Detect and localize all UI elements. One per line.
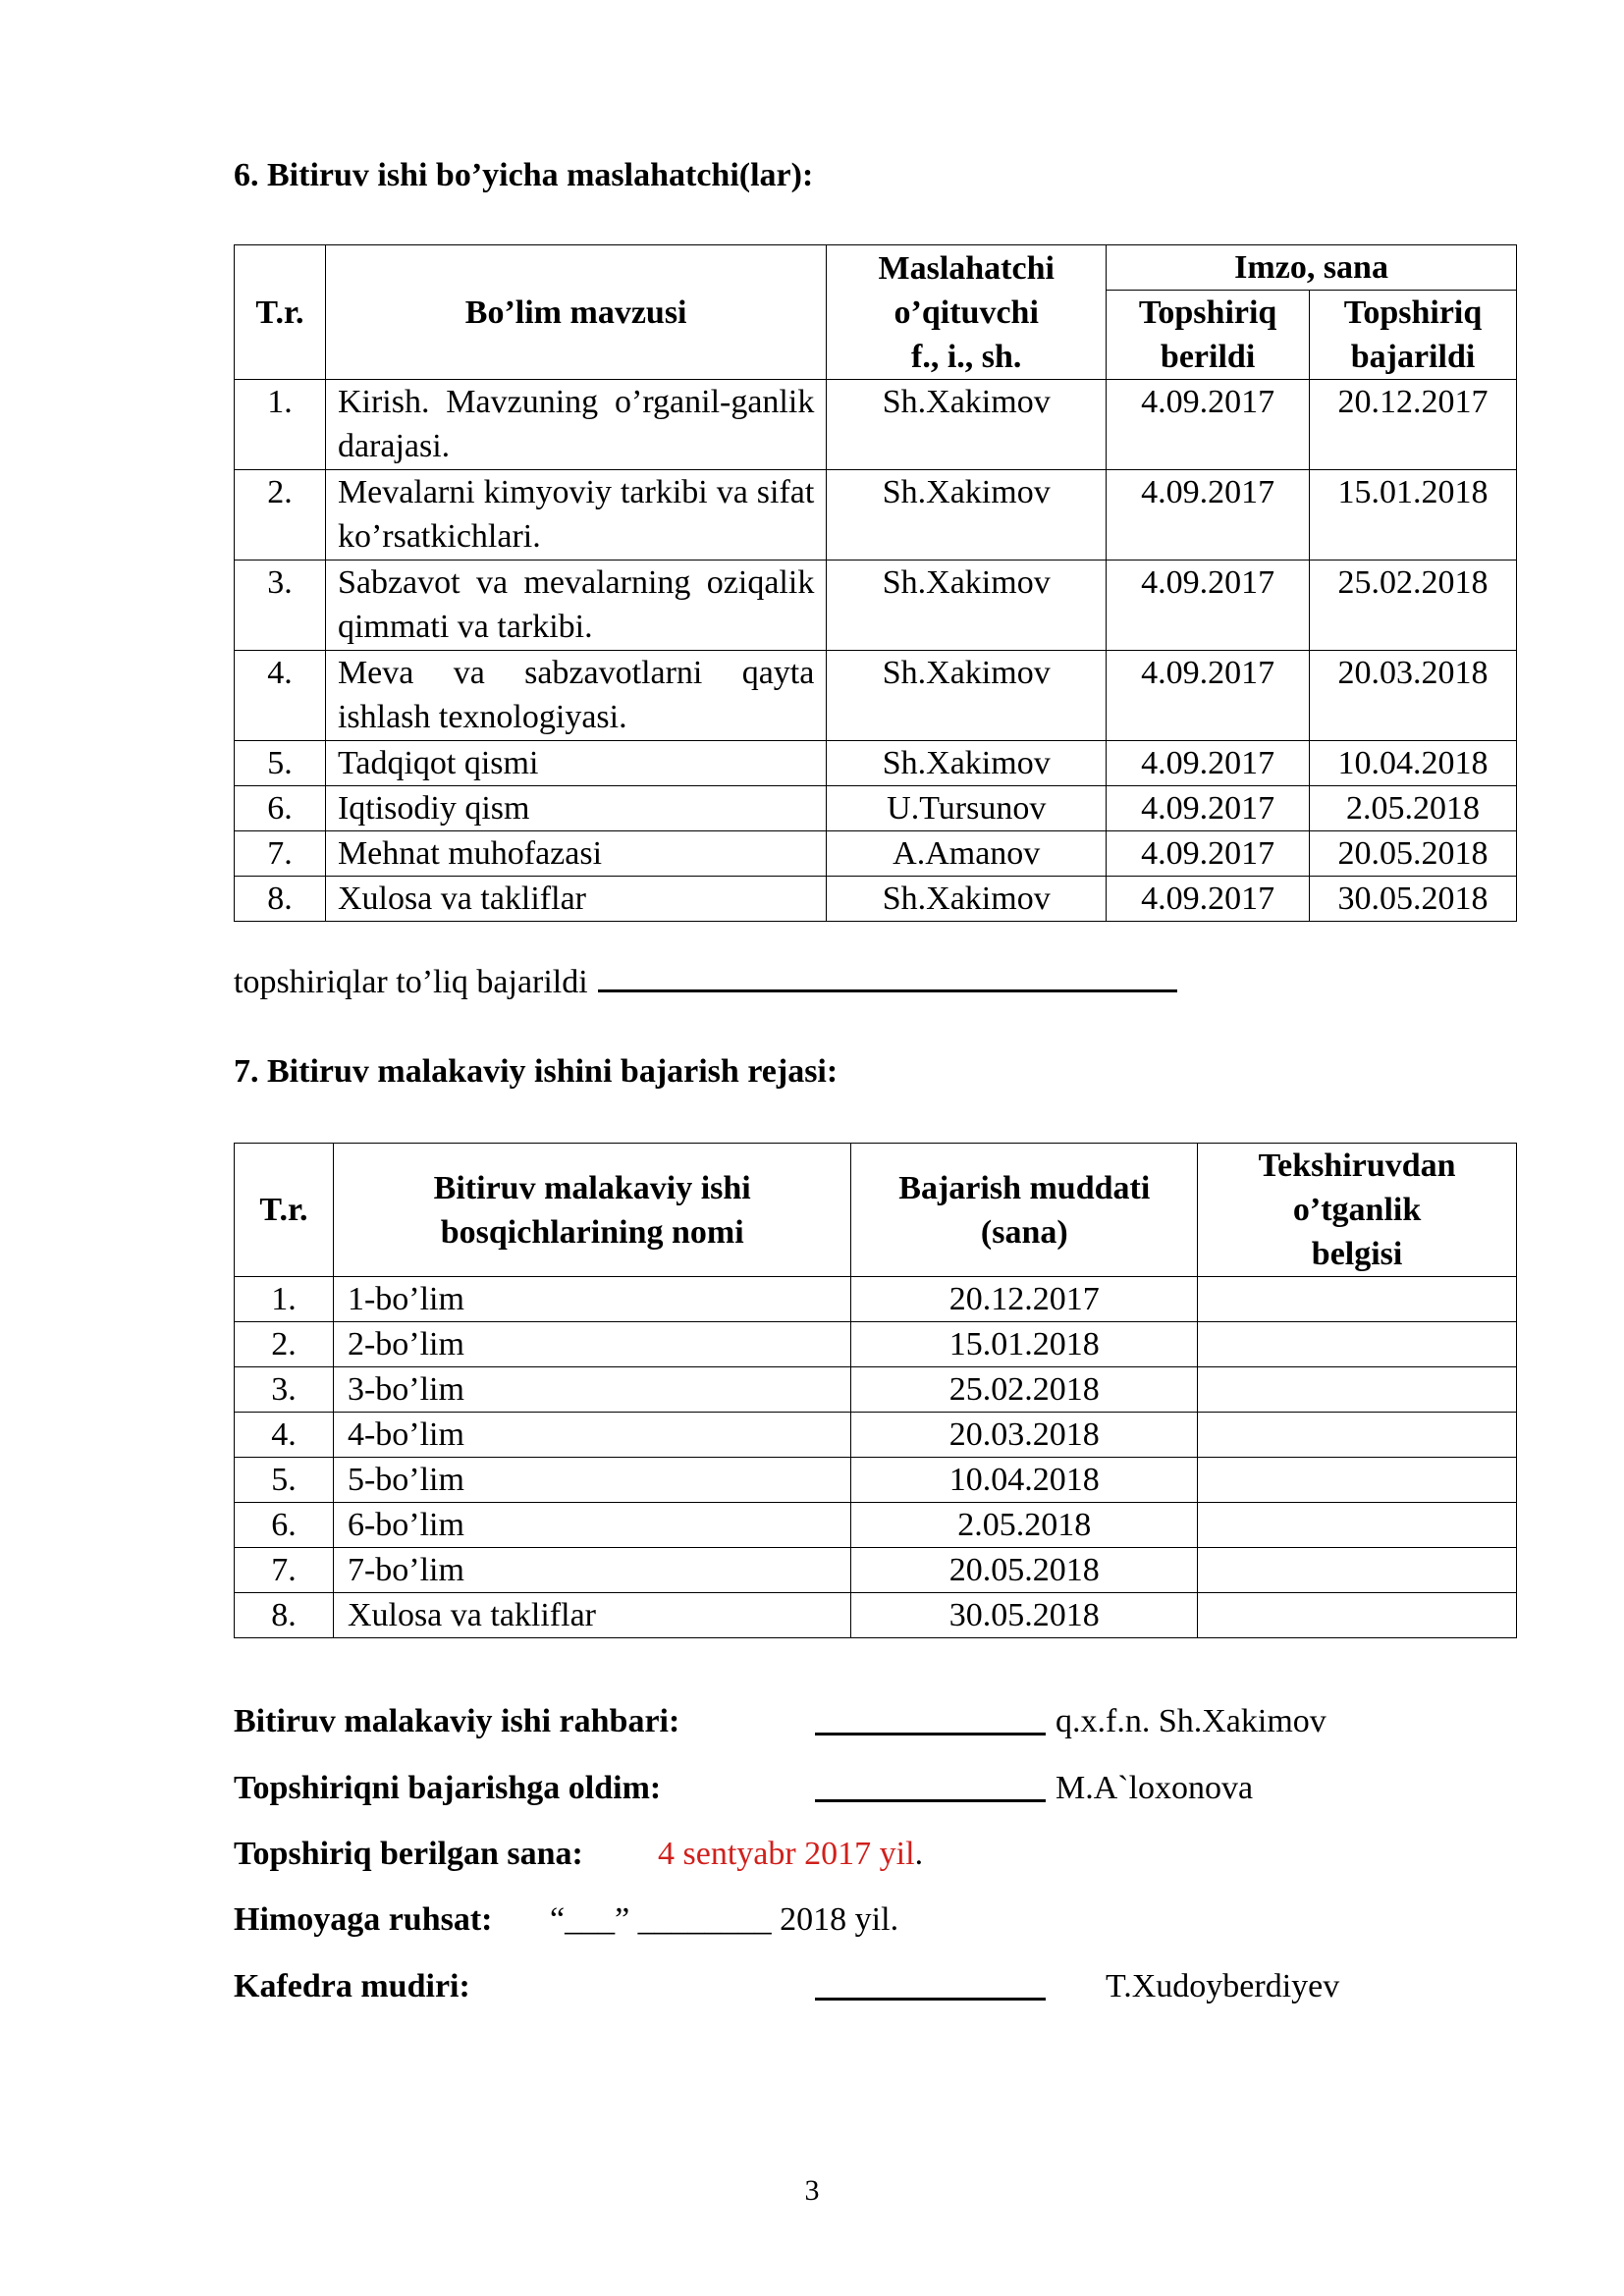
col-header-advisor [827,245,1107,380]
col-header-given [1107,291,1310,380]
row-deadline: 15.01.2018 [851,1322,1198,1367]
row-check [1198,1458,1517,1503]
completion-signature-blank [598,962,1177,992]
row-given-date: 4.09.2017 [1107,831,1310,877]
row-num: 4. [235,651,326,741]
row-done-date: 15.01.2018 [1310,470,1517,561]
row-topic: Kirish. Mavzuning o’rganil-ganlik darajasi. [325,380,826,470]
row-done-date: 20.05.2018 [1310,831,1517,877]
row-advisor: Sh.Xakimov [827,380,1107,470]
assignment-date-value: 4 sentyabr 2017 yil [658,1836,915,1872]
row-check [1198,1413,1517,1458]
department-head-name: T.Xudoyberdiyev [1106,1968,1340,2004]
row-topic: Xulosa va takliflar [325,877,826,922]
row-check [1198,1277,1517,1322]
assignment-date-row [234,1836,1520,1880]
advisor-header-line: Maslahatchi [878,249,1055,287]
department-head-signature-blank [815,1968,1046,2001]
row-done-date: 2.05.2018 [1310,786,1517,831]
table-row [235,1413,1517,1458]
check-header-line: o’tganlik [1292,1192,1422,1228]
row-stage: 3-bo’lim [333,1367,851,1413]
row-topic: Iqtisodiy qism [325,786,826,831]
row-stage: 2-bo’lim [333,1322,851,1367]
row-num: 6. [235,1503,334,1548]
deadline-header-line: (sana) [980,1213,1068,1251]
row-num: 2. [235,470,326,561]
row-advisor: Sh.Xakimov [827,741,1107,786]
row-given-date: 4.09.2017 [1107,651,1310,741]
row-stage: 4-bo’lim [333,1413,851,1458]
department-head-label: Kafedra mudiri: [234,1968,470,2004]
row-deadline: 20.12.2017 [851,1277,1198,1322]
row-num: 1. [235,380,326,470]
col-header-deadline [851,1144,1198,1277]
table-row [235,1458,1517,1503]
supervisor-name: q.x.f.n. Sh.Xakimov [1056,1703,1326,1739]
row-deadline: 10.04.2018 [851,1458,1198,1503]
row-done-date: 20.03.2018 [1310,651,1517,741]
row-num: 3. [235,561,326,651]
plan-table [234,1143,1517,1638]
advisor-header-line: f., i., sh. [911,338,1022,375]
col-header-done [1310,291,1517,380]
row-deadline: 25.02.2018 [851,1367,1198,1413]
row-check [1198,1322,1517,1367]
row-check [1198,1367,1517,1413]
row-deadline: 2.05.2018 [851,1503,1198,1548]
col-header-num: T.r. [235,1144,334,1277]
row-num: 5. [235,1458,334,1503]
col-header-num: T.r. [235,245,326,380]
row-deadline: 20.05.2018 [851,1548,1198,1593]
completion-text: topshiriqlar to’liq bajarildi [234,964,588,1000]
table-row [235,831,1517,877]
row-num: 8. [235,1593,334,1638]
row-num: 2. [235,1322,334,1367]
assignment-date-period: . [914,1836,924,1872]
table-row [235,1367,1517,1413]
row-stage: 7-bo’lim [333,1548,851,1593]
row-stage: 5-bo’lim [333,1458,851,1503]
row-stage: Xulosa va takliflar [333,1593,851,1638]
row-topic: Meva va sabzavotlarni qayta ishlash texnologiyasi. [325,651,826,741]
row-num: 4. [235,1413,334,1458]
given-header-line: Topshiriq [1138,294,1277,331]
given-header-line: berildi [1160,339,1256,375]
row-num: 3. [235,1367,334,1413]
row-stage: 6-bo’lim [333,1503,851,1548]
row-topic: Mehnat muhofazasi [325,831,826,877]
student-signature-row [234,1770,1520,1814]
row-advisor: Sh.Xakimov [827,877,1107,922]
table-row [235,1503,1517,1548]
row-given-date: 4.09.2017 [1107,561,1310,651]
row-given-date: 4.09.2017 [1107,741,1310,786]
row-done-date: 10.04.2018 [1310,741,1517,786]
table-row [235,1593,1517,1638]
defense-label: Himoyaga ruhsat: [234,1901,493,1938]
row-done-date: 30.05.2018 [1310,877,1517,922]
done-header-line: Topshiriq [1343,294,1483,331]
table-row [235,1548,1517,1593]
row-advisor: Sh.Xakimov [827,470,1107,561]
assignment-date-label: Topshiriq berilgan sana: [234,1836,583,1872]
row-num: 1. [235,1277,334,1322]
section-6-title: 6. Bitiruv ishi bo’yicha maslahatchi(lar): [234,157,814,193]
row-topic: Mevalarni kimyoviy tarkibi va sifat ko’rsatkichlari. [325,470,826,561]
row-advisor: U.Tursunov [827,786,1107,831]
supervisor-signature-blank [815,1703,1046,1735]
col-header-check [1198,1144,1517,1277]
table-row [235,741,1517,786]
row-num: 5. [235,741,326,786]
student-signature-blank [815,1770,1046,1802]
row-done-date: 20.12.2017 [1310,380,1517,470]
table-row [235,470,1517,561]
stage-header-line: bosqichlarining nomi [440,1213,744,1251]
row-given-date: 4.09.2017 [1107,786,1310,831]
completion-line [234,962,1177,1001]
row-stage: 1-bo’lim [333,1277,851,1322]
done-header-line: bajarildi [1350,339,1476,375]
row-topic: Sabzavot va mevalarning oziqalik qimmati va tarkibi. [325,561,826,651]
deadline-header-line: Bajarish muddati [898,1169,1151,1206]
supervisor-label: Bitiruv malakaviy ishi rahbari: [234,1703,680,1739]
table-row [235,786,1517,831]
defense-permission-row [234,1901,1520,1946]
row-advisor: Sh.Xakimov [827,561,1107,651]
table-row [235,380,1517,470]
check-header-line: belgisi [1311,1236,1403,1272]
student-name: M.A`loxonova [1056,1770,1254,1806]
row-num: 8. [235,877,326,922]
student-label: Topshiriqni bajarishga oldim: [234,1770,662,1806]
row-num: 7. [235,1548,334,1593]
stage-header-line: Bitiruv malakaviy ishi [433,1169,751,1206]
table-row [235,877,1517,922]
row-check [1198,1548,1517,1593]
row-advisor: A.Amanov [827,831,1107,877]
section-7-title: 7. Bitiruv malakaviy ishini bajarish rejasi: [234,1053,839,1090]
advisors-table [234,244,1517,922]
row-advisor: Sh.Xakimov [827,651,1107,741]
table-row [235,1277,1517,1322]
row-given-date: 4.09.2017 [1107,470,1310,561]
row-given-date: 4.09.2017 [1107,877,1310,922]
page-number: 3 [804,2174,820,2207]
table-row [235,561,1517,651]
row-deadline: 20.03.2018 [851,1413,1198,1458]
col-header-topic: Bo’lim mavzusi [325,245,826,380]
row-given-date: 4.09.2017 [1107,380,1310,470]
row-check [1198,1503,1517,1548]
table-row [235,651,1517,741]
row-num: 6. [235,786,326,831]
row-done-date: 25.02.2018 [1310,561,1517,651]
row-topic: Tadqiqot qismi [325,741,826,786]
department-head-row [234,1968,1520,2012]
check-header-line: Tekshiruvdan [1258,1148,1456,1184]
defense-value: “___” ________ 2018 yil. [550,1901,899,1938]
advisor-header-line: o’qituvchi [893,294,1039,331]
row-num: 7. [235,831,326,877]
row-deadline: 30.05.2018 [851,1593,1198,1638]
table-row [235,1322,1517,1367]
col-header-stage [333,1144,851,1277]
row-check [1198,1593,1517,1638]
supervisor-signature-row [234,1703,1520,1747]
col-header-signature: Imzo, sana [1107,245,1517,291]
